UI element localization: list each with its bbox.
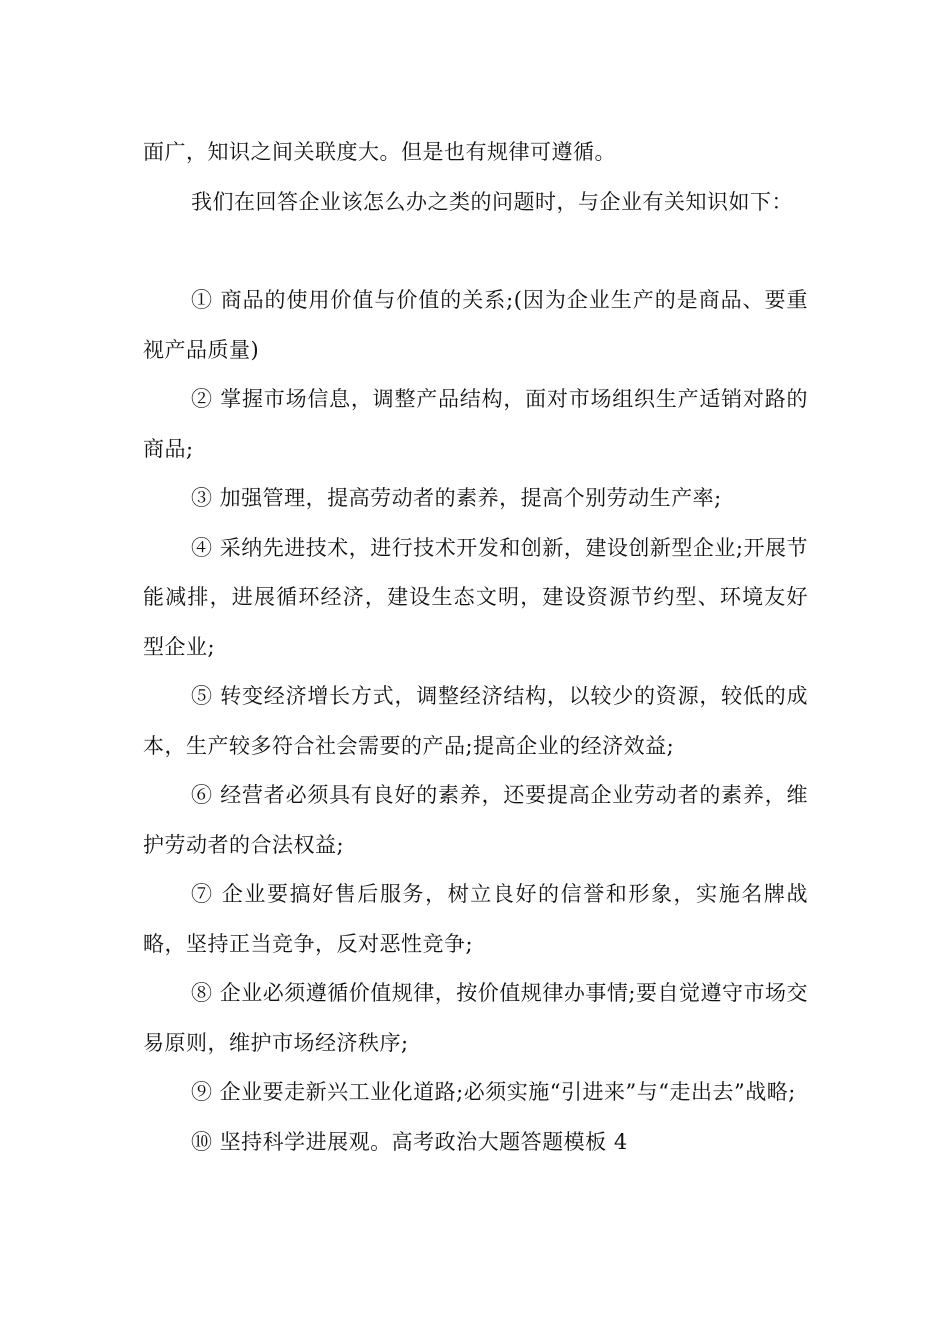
document-page: [143, 128, 808, 1167]
list-item-3: ③ 加强管理，提高劳动者的素养，提高个别劳动生产率;: [191, 486, 722, 510]
list-item-9: ⑨ 企业要走新兴工业化道路;必须实施“引进来”与“走出去”战略;: [191, 1080, 796, 1104]
list-item-6: ⑥ 经营者必须具有良好的素养，还要提高企业劳动者的素养，维护劳动者的合法权益;: [143, 783, 808, 857]
paragraph-lead-in: 我们在回答企业该怎么办之类的问题时，与企业有关知识如下：: [191, 189, 793, 214]
list-item-7: ⑦ 企业要搞好售后服务，树立良好的信誉和形象，实施名牌战略，坚持正当竞争，反对恶性竞争;: [143, 882, 808, 956]
list-item-8: ⑧ 企业必须遵循价值规律，按价值规律办事情;要自觉遵守市场交易原则，维护市场经济秩序;: [143, 981, 808, 1055]
list-item-4: ④ 采纳先进技术，进行技术开发和创新，建设创新型企业;开展节能减排，进展循环经济，建设生态文明，建设资源节约型、环境友好型企业;: [143, 535, 808, 659]
list-item-10: ⑩ 坚持科学进展观。高考政治大题答题模板 4: [191, 1129, 628, 1154]
paragraph-intro-continuation: 面广，知识之间关联度大。但是也有规律可遵循。: [143, 140, 616, 164]
paragraph-spacer: [143, 227, 808, 276]
list-item-1: ① 商品的使用价值与价值的关系;(因为企业生产的是商品、要重视产品质量): [143, 288, 808, 362]
list-item-5: ⑤ 转变经济增长方式，调整经济结构，以较少的资源，较低的成本，生产较多符合社会需要的产品;提高企业的经济效益;: [143, 684, 808, 758]
list-item-2: ② 掌握市场信息，调整产品结构，面对市场组织生产适销对路的商品;: [143, 387, 808, 461]
